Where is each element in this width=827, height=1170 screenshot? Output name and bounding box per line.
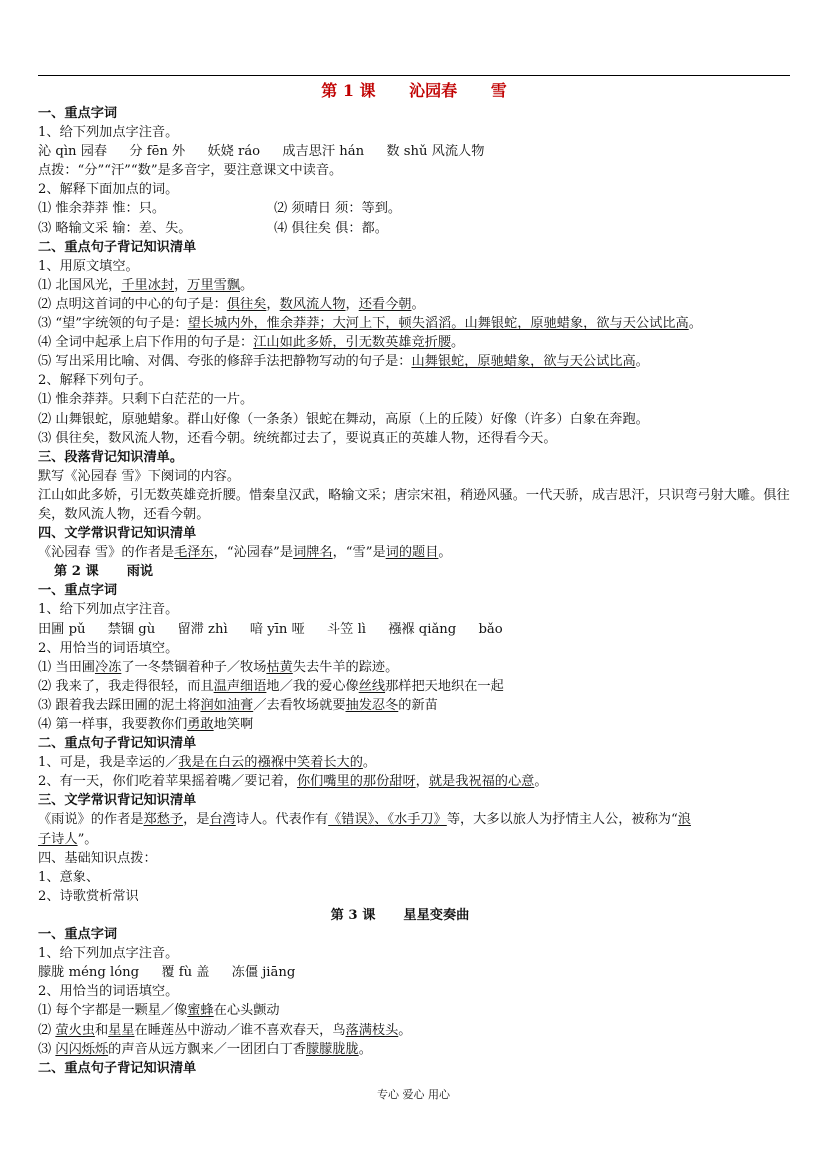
lesson3-title bbox=[38, 906, 790, 925]
explanation: ⑵ 山舞银蛇，原驰蜡象。群山好像（一条条）银蛇在舞动，高原（上的丘陵）好像（许多）白象在奔跑。 bbox=[38, 411, 649, 427]
list-item: 2、诗歌赏析常识 bbox=[38, 888, 139, 904]
section-heading: 一、重点字词 bbox=[38, 106, 118, 121]
answer: 还看今朝 bbox=[358, 296, 412, 312]
answer: 江山如此多娇，引无数英雄竞折腰 bbox=[253, 335, 452, 351]
pinyin-line: 朦胧 méng lóng 覆 fù 盖 冻僵 jiāng bbox=[38, 965, 296, 981]
answer: 温声细语 bbox=[213, 678, 267, 694]
answer: 千里冰封 bbox=[121, 277, 175, 293]
answer: 《错误》 bbox=[328, 812, 375, 828]
literature-note: 《雨说》的作者是郑愁予，是台湾诗人。代表作有《错误》、《水手刀》等，大多以旅人为抒情主人公，被称为“浪 bbox=[38, 812, 691, 828]
explanation: ⑶ 俱往矣，数风流人物，还看今朝。统统都过去了，要说真正的英雄人物，还得看今天。 bbox=[38, 430, 557, 446]
explanation-row: ⑶ 略输文采 输：差、失。 ⑷ 俱往矣 俱：都。 bbox=[38, 220, 388, 236]
answer: 星星 bbox=[108, 1022, 135, 1038]
answer: 润如油膏 bbox=[200, 697, 254, 713]
fill-item: ⑵ 萤火虫和星星在睡莲丛中游动／谁不喜欢春天，鸟落满枝头。 bbox=[38, 1022, 412, 1038]
section-heading: 三、段落背记知识清单。 bbox=[38, 449, 184, 465]
question: 2、解释下面加点的词。 bbox=[38, 182, 179, 198]
question: 1、给下列加点字注音。 bbox=[38, 602, 179, 618]
explanation: ⑴ 惟余莽莽。只剩下白茫茫的一片。 bbox=[38, 392, 254, 408]
fill-item: ⑵ 我来了，我走得很轻，而且温声细语地／我的爱心像丝线那样把天地织在一起 bbox=[38, 678, 504, 694]
answer: 浪 bbox=[677, 812, 691, 828]
fill-item: ⑶ “望”字统领的句子是：望长城内外，惟余莽莽；大河上下，顿失滔滔。山舞银蛇，原驰蜡象，欲与天公试比高。 bbox=[38, 316, 702, 332]
lesson1-name: 沁园春 bbox=[409, 81, 458, 100]
answer: 《水手刀》 bbox=[387, 812, 447, 828]
page-footer: 专心 爱心 用心 bbox=[377, 1088, 450, 1101]
answer: 俱往矣 bbox=[226, 296, 267, 312]
lesson2-number: 第 2 课 bbox=[54, 564, 99, 580]
section-heading: 三、文学常识背记知识清单 bbox=[38, 793, 197, 809]
lesson1-subname: 雪 bbox=[490, 81, 507, 100]
section-heading: 二、重点句子背记知识清单 bbox=[38, 736, 197, 752]
tip: 点拨：“分”“汗”“数”是多音字，要注意课文中读音。 bbox=[38, 163, 343, 179]
section-heading: 一、重点字词 bbox=[38, 583, 118, 599]
answer: 台湾 bbox=[209, 812, 236, 828]
answer: 我是在白云的襁褓中笑着长大的 bbox=[178, 755, 363, 771]
header-rule bbox=[38, 75, 790, 76]
answer: 抽发忍冬 bbox=[345, 697, 399, 713]
lesson3-number: 第 3 课 bbox=[330, 907, 376, 923]
answer: 朦朦胧胧 bbox=[305, 1041, 359, 1057]
answer: 蜜蜂 bbox=[187, 1003, 214, 1019]
answer: 山舞银蛇，原驰蜡象，欲与天公试比高 bbox=[411, 354, 636, 370]
answer: 子诗人 bbox=[38, 831, 78, 847]
answer: 词牌名 bbox=[293, 545, 333, 561]
lesson3-name: 星星变奏曲 bbox=[403, 907, 470, 923]
key-sentence: 2、有一天，你们吃着苹果摇着嘴／要记着，你们嘴里的那份甜呀，就是我祝福的心意。 bbox=[38, 774, 548, 790]
fill-item: ⑸ 写出采用比喻、对偶、夸张的修辞手法把静物写动的句子是：山舞银蛇，原驰蜡象，欲与天公试比高。 bbox=[38, 354, 649, 370]
answer: 万里雪飘 bbox=[187, 277, 241, 293]
section-heading: 四、文学常识背记知识清单 bbox=[38, 526, 197, 542]
answer: 落满枝头 bbox=[345, 1022, 399, 1038]
fill-item: ⑴ 当田圃冷冻了一冬禁锢着种子／牧场枯黄失去牛羊的踪迹。 bbox=[38, 659, 399, 675]
answer: 毛泽东 bbox=[174, 545, 214, 561]
pinyin-line: 沁 qìn 园春 分 fēn 外 妖娆 ráo 成吉思汗 hán 数 shǔ 风流人物 bbox=[38, 144, 485, 160]
lesson1-title bbox=[38, 78, 790, 104]
section-heading: 一、重点字词 bbox=[38, 927, 118, 943]
answer: 郑愁予 bbox=[143, 812, 184, 828]
lesson1-number: 第 1 课 bbox=[321, 81, 376, 100]
answer: 闪闪烁烁 bbox=[55, 1041, 109, 1057]
question: 2、解释下列句子。 bbox=[38, 373, 152, 389]
key-sentence: 1、可是，我是幸运的／我是在白云的襁褓中笑着长大的。 bbox=[38, 755, 377, 771]
question: 1、给下列加点字注音。 bbox=[38, 125, 179, 141]
section-heading: 四、基础知识点拨： bbox=[38, 850, 157, 866]
question: 1、用原文填空。 bbox=[38, 258, 139, 274]
fill-item: ⑶ 跟着我去踩田圃的泥土将润如油膏／去看牧场就要抽发忍冬的新苗 bbox=[38, 697, 438, 713]
fill-item: ⑶ 闪闪烁烁的声音从远方飘来／一团团白丁香朦朦胧胧。 bbox=[38, 1041, 372, 1057]
answer: 勇敢 bbox=[187, 717, 214, 732]
answer: 枯黄 bbox=[266, 659, 293, 675]
answer: 丝线 bbox=[358, 678, 386, 694]
answer: 望长城内外，惟余莽莽；大河上下，顿失滔滔。山舞银蛇，原驰蜡象，欲与天公试比高 bbox=[187, 316, 689, 332]
answer: 冷冻 bbox=[94, 659, 122, 675]
fill-item: ⑴ 每个字都是一颗星／像蜜蜂在心头颤动 bbox=[38, 1003, 280, 1019]
question: 1、给下列加点字注音。 bbox=[38, 946, 179, 962]
answer: 数风流人物 bbox=[279, 296, 346, 312]
section-heading: 二、重点句子背记知识清单 bbox=[38, 1060, 197, 1076]
question: 2、用恰当的词语填空。 bbox=[38, 984, 179, 1000]
lesson2-title bbox=[38, 562, 790, 581]
fill-item: ⑷ 第一样事，我要教你们勇敢地笑啊 bbox=[38, 717, 254, 732]
list-item: 1、意象、 bbox=[38, 869, 100, 885]
pinyin-line: 田圃 pǔ 禁锢 gù 留滞 zhì 喑 yīn 哑 斗笠 lì 襁褓 qiǎng bǎo bbox=[38, 621, 503, 637]
question: 2、用恰当的词语填空。 bbox=[38, 640, 179, 656]
answer: 就是我祝福的心意 bbox=[428, 774, 535, 790]
dictation-text: 江山如此多娇，引无数英雄竞折腰。惜秦皇汉武，略输文采；唐宗宋祖，稍逊风骚。一代天骄，成吉思汗，只识弯弓射大雕。俱往矣，数风流人物，还看今朝。 bbox=[38, 487, 790, 522]
section-heading: 二、重点句子背记知识清单 bbox=[38, 239, 197, 255]
answer: 萤火虫 bbox=[55, 1022, 95, 1038]
fill-item: ⑷ 全词中起承上启下作用的句子是：江山如此多娇，引无数英雄竞折腰。 bbox=[38, 335, 465, 351]
fill-item: ⑴ 北国风光，千里冰封，万里雪飘。 bbox=[38, 277, 254, 293]
lesson2-name: 雨说 bbox=[126, 564, 154, 580]
literature-note-cont: 子诗人”。 bbox=[38, 831, 98, 847]
fill-item: ⑵ 点明这首词的中心的句子是：俱往矣，数风流人物，还看今朝。 bbox=[38, 296, 425, 312]
explanation-row: ⑴ 惟余莽莽 惟：只。 ⑵ 须晴日 须：等到。 bbox=[38, 201, 402, 217]
question: 默写《沁园春 雪》下阕词的内容。 bbox=[38, 468, 241, 484]
document-page bbox=[38, 78, 790, 1078]
literature-note: 《沁园春 雪》的作者是毛泽东，“沁园春”是词牌名，“雪”是词的题目。 bbox=[38, 545, 452, 561]
answer: 你们嘴里的那份甜呀 bbox=[296, 774, 416, 790]
answer: 词的题目 bbox=[385, 545, 439, 561]
